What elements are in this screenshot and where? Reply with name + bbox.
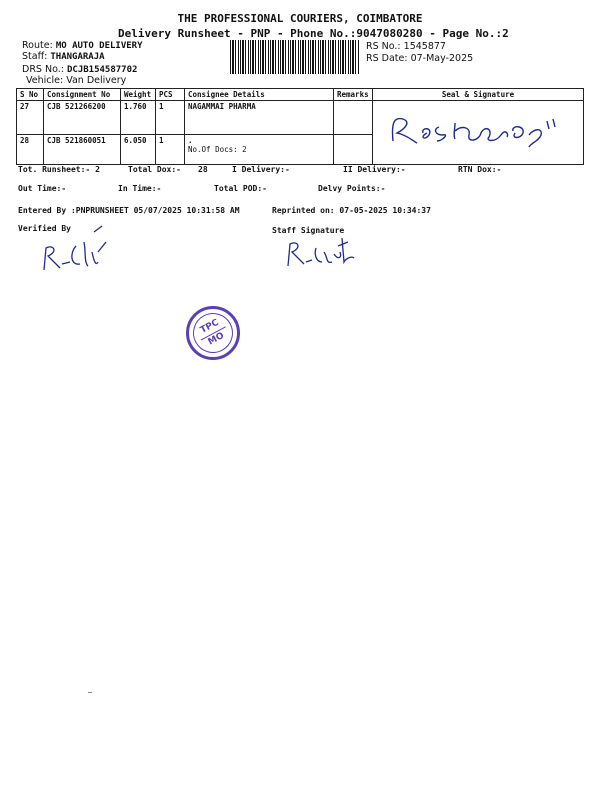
rs-no-label: RS No.: — [366, 41, 401, 52]
cell-pcs: 1 — [156, 135, 185, 165]
stamp-bottom-text: MO — [206, 330, 226, 348]
total-pod: Total POD:- — [214, 184, 267, 193]
rs-date-value: 07-May-2025 — [410, 53, 474, 64]
barcode — [230, 40, 360, 74]
cell-remarks — [334, 135, 373, 165]
staff-label: Staff: — [22, 51, 48, 62]
col-sno: S No — [17, 89, 44, 101]
total-dox-value: 28 — [198, 165, 208, 174]
total-dox-label: Total Dox:- — [128, 165, 181, 174]
verified-by-label: Verified By — [18, 224, 71, 233]
tot-runsheet: Tot. Runsheet:- 2 — [18, 165, 100, 174]
table-row — [17, 101, 584, 135]
entered-by: Entered By :PNPRUNSHEET 05/07/2025 10:31:58 AM — [18, 206, 240, 215]
stray-mark — [88, 692, 92, 693]
vehicle-value: Van Delivery — [66, 75, 127, 86]
staff-line — [22, 51, 105, 62]
staff-value: THANGARAJA — [50, 52, 105, 62]
out-time: Out Time:- — [18, 184, 67, 193]
tpc-stamp-icon — [186, 306, 240, 360]
col-consignment: Consignment No — [44, 89, 121, 101]
runsheet-table — [16, 88, 584, 165]
cell-consignee: NAGAMMAI PHARMA — [185, 101, 334, 135]
drs-label: DRS No.: — [22, 64, 64, 75]
cell-seal-signature — [373, 101, 584, 165]
consignee-dot: . — [188, 136, 193, 145]
no-of-docs: No.Of Docs: 2 — [188, 145, 247, 154]
rs-date-line — [366, 53, 473, 64]
cell-sno: 28 — [17, 135, 44, 165]
in-time: In Time:- — [118, 184, 162, 193]
cell-weight: 1.760 — [121, 101, 156, 135]
route-line — [22, 40, 143, 51]
vehicle-label: Vehicle: — [26, 75, 64, 86]
drs-line — [22, 64, 137, 75]
company-title: THE PROFESSIONAL COURIERS, COIMBATORE — [177, 12, 423, 25]
cell-remarks — [334, 101, 373, 135]
reprinted-on: Reprinted on: 07-05-2025 10:34:37 — [272, 206, 431, 215]
stamp-top-text: TPC — [198, 317, 221, 336]
col-weight: Weight — [121, 89, 156, 101]
runsheet-title: Delivery Runsheet - PNP - Phone No.:9047080280 - Page No.:2 — [118, 27, 509, 40]
route-label: Route: — [22, 40, 53, 51]
cell-sno: 27 — [17, 101, 44, 135]
rtn-dox: RTN Dox:- — [458, 165, 502, 174]
receiver-signature-icon — [383, 111, 583, 151]
rs-no-value: 1545877 — [403, 41, 446, 52]
vehicle-line — [26, 75, 126, 86]
verifier-signature-icon — [36, 222, 116, 282]
table-header-row — [17, 89, 584, 101]
rs-date-label: RS Date: — [366, 53, 408, 64]
ii-delivery: II Delivery:- — [343, 165, 406, 174]
staff-signature-label: Staff Signature — [272, 226, 345, 235]
col-remarks: Remarks — [334, 89, 373, 101]
col-consignee: Consignee Details — [185, 89, 334, 101]
cell-consignee — [185, 135, 334, 165]
cell-weight: 6.050 — [121, 135, 156, 165]
drs-value: DCJB154587702 — [66, 65, 138, 75]
rs-no-line — [366, 41, 446, 52]
delvy-points: Delvy Points:- — [318, 184, 386, 193]
col-seal-signature: Seal & Signature — [373, 89, 584, 101]
i-delivery: I Delivery:- — [232, 165, 290, 174]
route-value: MO AUTO DELIVERY — [55, 41, 143, 51]
col-pcs: PCS — [156, 89, 185, 101]
cell-consignment: CJB 521860051 — [44, 135, 121, 165]
cell-consignment: CJB 521266200 — [44, 101, 121, 135]
cell-pcs: 1 — [156, 101, 185, 135]
staff-signature-icon — [282, 228, 362, 278]
